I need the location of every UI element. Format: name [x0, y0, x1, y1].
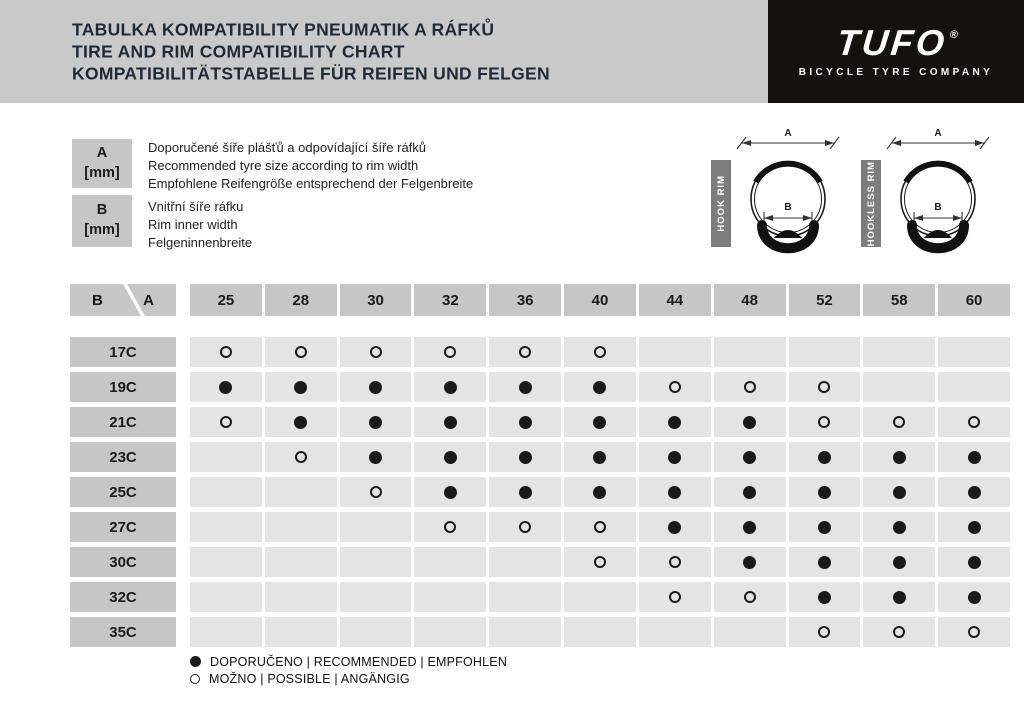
cell-25C-58 [863, 477, 935, 507]
possible-dot-icon [370, 486, 382, 498]
possible-dot-icon [818, 626, 830, 638]
table-row-17C [70, 337, 1010, 367]
cell-27C-25 [190, 512, 262, 542]
cell-23C-52 [789, 442, 861, 472]
cell-21C-60 [938, 407, 1010, 437]
possible-dot-icon [594, 556, 606, 568]
column-header-32: 32 [414, 284, 486, 316]
legend-possible-row [190, 670, 507, 687]
legend-possible-label: MOŽNO | POSSIBLE | ANGÄNGIG [209, 671, 410, 686]
cell-23C-48 [714, 442, 786, 472]
cell-23C-32 [414, 442, 486, 472]
cell-25C-44 [639, 477, 711, 507]
cell-17C-44 [639, 337, 711, 367]
recommended-dot-icon [294, 416, 307, 429]
possible-dot-icon [295, 346, 307, 358]
cell-23C-40 [564, 442, 636, 472]
recommended-dot-icon [818, 591, 831, 604]
recommended-dot-icon [668, 486, 681, 499]
cell-21C-52 [789, 407, 861, 437]
recommended-dot-icon [743, 521, 756, 534]
recommended-dot-icon [519, 451, 532, 464]
recommended-dot-icon [593, 451, 606, 464]
row-label-17C: 17C [70, 337, 176, 367]
cell-17C-30 [340, 337, 412, 367]
cell-32C-28 [265, 582, 337, 612]
cell-32C-52 [789, 582, 861, 612]
recommended-dot-icon [668, 521, 681, 534]
cell-32C-48 [714, 582, 786, 612]
recommended-dot-icon [668, 416, 681, 429]
cell-27C-32 [414, 512, 486, 542]
possible-dot-icon [744, 381, 756, 393]
recommended-dot-icon [369, 451, 382, 464]
cell-21C-40 [564, 407, 636, 437]
row-label-21C: 21C [70, 407, 176, 437]
column-header-40: 40 [564, 284, 636, 316]
cell-25C-30 [340, 477, 412, 507]
row-label-25C: 25C [70, 477, 176, 507]
recommended-dot-icon [818, 556, 831, 569]
cell-17C-52 [789, 337, 861, 367]
recommended-dot-icon [968, 556, 981, 569]
size-a-desc-en: Recommended tyre size according to rim width [148, 158, 419, 174]
recommended-dot-icon [968, 521, 981, 534]
corner-col-axis-label: A [143, 291, 154, 309]
size-b-desc-cz: Vnitřní šíře ráfku [148, 199, 244, 214]
possible-dot-icon [444, 521, 456, 533]
cell-35C-60 [938, 617, 1010, 647]
possible-dot-icon [220, 346, 232, 358]
table-row-30C [70, 547, 1010, 577]
hookless-dim-a-label: A [934, 128, 942, 139]
possible-dot-icon [594, 346, 606, 358]
cell-23C-44 [639, 442, 711, 472]
cell-17C-48 [714, 337, 786, 367]
hook-rim-diagram [733, 126, 843, 260]
cell-23C-25 [190, 442, 262, 472]
cell-32C-60 [938, 582, 1010, 612]
recommended-dot-icon [444, 416, 457, 429]
cell-25C-25 [190, 477, 262, 507]
logo-box [768, 0, 1024, 103]
logo-tagline: BICYCLE TYRE COMPANY [798, 67, 994, 78]
cell-17C-36 [489, 337, 561, 367]
recommended-dot-icon [593, 381, 606, 394]
recommended-dot-icon [743, 556, 756, 569]
size-b-desc-de: Felgeninnenbreite [148, 235, 253, 251]
corner-cell [70, 284, 176, 316]
possible-dot-icon [370, 346, 382, 358]
column-header-48: 48 [714, 284, 786, 316]
possible-dot-icon [669, 381, 681, 393]
size-a-unit: [mm] [84, 164, 120, 181]
recommended-dot-icon [968, 486, 981, 499]
cell-30C-48 [714, 547, 786, 577]
cell-23C-30 [340, 442, 412, 472]
size-b-description [148, 198, 252, 253]
possible-dot-icon [190, 674, 200, 684]
cell-19C-30 [340, 372, 412, 402]
cell-30C-44 [639, 547, 711, 577]
size-a-box [72, 139, 132, 188]
row-label-19C: 19C [70, 372, 176, 402]
header-band [0, 0, 1024, 103]
size-a-desc-de: Empfohlene Reifengröße entsprechend der Felgenbreite [148, 176, 474, 192]
cell-21C-25 [190, 407, 262, 437]
hook-rim-label: HOOK RIM [715, 175, 727, 232]
cell-23C-60 [938, 442, 1010, 472]
hook-dim-b-label: B [784, 202, 792, 213]
possible-dot-icon [968, 626, 980, 638]
cell-30C-40 [564, 547, 636, 577]
cell-25C-32 [414, 477, 486, 507]
cell-30C-36 [489, 547, 561, 577]
table-row-27C [70, 512, 1010, 542]
table-header-row [70, 284, 1010, 316]
size-a-symbol: A [96, 144, 108, 161]
recommended-dot-icon [893, 591, 906, 604]
cell-35C-44 [639, 617, 711, 647]
row-label-27C: 27C [70, 512, 176, 542]
cell-27C-28 [265, 512, 337, 542]
cell-17C-58 [863, 337, 935, 367]
recommended-dot-icon [743, 486, 756, 499]
cell-27C-30 [340, 512, 412, 542]
corner-row-axis-label: B [92, 291, 103, 309]
cell-35C-40 [564, 617, 636, 647]
cell-21C-28 [265, 407, 337, 437]
table-body [70, 337, 1010, 647]
cell-30C-25 [190, 547, 262, 577]
cell-21C-32 [414, 407, 486, 437]
table-row-21C [70, 407, 1010, 437]
possible-dot-icon [893, 416, 905, 428]
registered-mark: ® [949, 29, 959, 41]
cell-19C-44 [639, 372, 711, 402]
possible-dot-icon [519, 521, 531, 533]
possible-dot-icon [818, 381, 830, 393]
cell-32C-30 [340, 582, 412, 612]
cell-30C-30 [340, 547, 412, 577]
possible-dot-icon [594, 521, 606, 533]
recommended-dot-icon [818, 521, 831, 534]
recommended-dot-icon [190, 656, 201, 667]
cell-27C-48 [714, 512, 786, 542]
column-header-28: 28 [265, 284, 337, 316]
cell-19C-48 [714, 372, 786, 402]
table-row-25C [70, 477, 1010, 507]
cell-32C-36 [489, 582, 561, 612]
cell-21C-48 [714, 407, 786, 437]
compatibility-table [70, 284, 1010, 652]
brand-name: TUFO [834, 22, 950, 63]
hook-dim-a-label: A [784, 128, 792, 139]
size-a-description [148, 139, 473, 194]
legend-recommended-row [190, 653, 507, 670]
cell-19C-25 [190, 372, 262, 402]
column-header-36: 36 [489, 284, 561, 316]
recommended-dot-icon [893, 486, 906, 499]
recommended-dot-icon [668, 451, 681, 464]
cell-19C-32 [414, 372, 486, 402]
size-b-unit: [mm] [84, 222, 120, 238]
recommended-dot-icon [369, 416, 382, 429]
cell-35C-32 [414, 617, 486, 647]
cell-32C-44 [639, 582, 711, 612]
cell-32C-32 [414, 582, 486, 612]
cell-23C-58 [863, 442, 935, 472]
recommended-dot-icon [968, 451, 981, 464]
cell-17C-28 [265, 337, 337, 367]
possible-dot-icon [744, 591, 756, 603]
hook-rim-label-bar [711, 160, 731, 247]
footer-legend [190, 653, 507, 687]
cell-25C-36 [489, 477, 561, 507]
possible-dot-icon [444, 346, 456, 358]
recommended-dot-icon [593, 486, 606, 499]
recommended-dot-icon [444, 451, 457, 464]
recommended-dot-icon [893, 521, 906, 534]
size-a-desc-cz: Doporučené šíře plášťů a odpovídající šíře ráfků [148, 140, 427, 155]
possible-dot-icon [519, 346, 531, 358]
tufo-logo [834, 22, 959, 63]
recommended-dot-icon [519, 381, 532, 394]
cell-17C-25 [190, 337, 262, 367]
recommended-dot-icon [893, 451, 906, 464]
recommended-dot-icon [743, 451, 756, 464]
row-label-32C: 32C [70, 582, 176, 612]
cell-19C-60 [938, 372, 1010, 402]
cell-35C-25 [190, 617, 262, 647]
possible-dot-icon [893, 626, 905, 638]
column-header-60: 60 [938, 284, 1010, 316]
cell-19C-40 [564, 372, 636, 402]
size-b-desc-en: Rim inner width [148, 217, 238, 233]
hookless-rim-label-bar [861, 160, 881, 247]
cell-27C-40 [564, 512, 636, 542]
possible-dot-icon [295, 451, 307, 463]
recommended-dot-icon [818, 486, 831, 499]
cell-19C-36 [489, 372, 561, 402]
cell-19C-58 [863, 372, 935, 402]
recommended-dot-icon [294, 381, 307, 394]
recommended-dot-icon [369, 381, 382, 394]
cell-35C-28 [265, 617, 337, 647]
recommended-dot-icon [743, 416, 756, 429]
size-b-box [72, 195, 132, 247]
cell-25C-60 [938, 477, 1010, 507]
cell-17C-32 [414, 337, 486, 367]
recommended-dot-icon [593, 416, 606, 429]
possible-dot-icon [220, 416, 232, 428]
legend-recommended-label: DOPORUČENO | RECOMMENDED | EMPFOHLEN [210, 654, 508, 669]
recommended-dot-icon [444, 381, 457, 394]
column-header-30: 30 [340, 284, 412, 316]
cell-35C-30 [340, 617, 412, 647]
page-title-line-cz: TABULKA KOMPATIBILITY PNEUMATIK A RÁFKŮ [72, 18, 495, 39]
size-b-symbol: B [96, 202, 108, 219]
column-header-25: 25 [190, 284, 262, 316]
recommended-dot-icon [219, 381, 232, 394]
possible-dot-icon [669, 591, 681, 603]
corner-diagonal [70, 284, 176, 316]
cell-25C-48 [714, 477, 786, 507]
recommended-dot-icon [818, 451, 831, 464]
cell-30C-58 [863, 547, 935, 577]
cell-27C-36 [489, 512, 561, 542]
cell-19C-28 [265, 372, 337, 402]
cell-32C-25 [190, 582, 262, 612]
cell-17C-60 [938, 337, 1010, 367]
cell-25C-28 [265, 477, 337, 507]
cell-35C-52 [789, 617, 861, 647]
cell-21C-44 [639, 407, 711, 437]
cell-35C-36 [489, 617, 561, 647]
cell-30C-32 [414, 547, 486, 577]
possible-dot-icon [968, 416, 980, 428]
column-header-52: 52 [789, 284, 861, 316]
cell-35C-48 [714, 617, 786, 647]
cell-32C-58 [863, 582, 935, 612]
possible-dot-icon [669, 556, 681, 568]
cell-30C-60 [938, 547, 1010, 577]
table-row-19C [70, 372, 1010, 402]
page-title-line-de: KOMPATIBILITÄTSTABELLE FÜR REIFEN UND FELGEN [72, 63, 550, 84]
cell-19C-52 [789, 372, 861, 402]
cell-23C-36 [489, 442, 561, 472]
cell-25C-52 [789, 477, 861, 507]
column-header-58: 58 [863, 284, 935, 316]
possible-dot-icon [818, 416, 830, 428]
cell-30C-52 [789, 547, 861, 577]
column-header-44: 44 [639, 284, 711, 316]
hookless-rim-label: HOOKLESS RIM [865, 160, 877, 247]
hookless-rim-diagram [883, 126, 993, 260]
cell-25C-40 [564, 477, 636, 507]
cell-30C-28 [265, 547, 337, 577]
row-label-35C: 35C [70, 617, 176, 647]
cell-32C-40 [564, 582, 636, 612]
cell-21C-30 [340, 407, 412, 437]
recommended-dot-icon [519, 416, 532, 429]
row-label-30C: 30C [70, 547, 176, 577]
cell-27C-44 [639, 512, 711, 542]
page-title [72, 18, 550, 85]
recommended-dot-icon [519, 486, 532, 499]
table-row-23C [70, 442, 1010, 472]
page-title-line-en: TIRE AND RIM COMPATIBILITY CHART [72, 41, 405, 62]
recommended-dot-icon [893, 556, 906, 569]
row-label-23C: 23C [70, 442, 176, 472]
cell-23C-28 [265, 442, 337, 472]
recommended-dot-icon [444, 486, 457, 499]
cell-21C-36 [489, 407, 561, 437]
cell-17C-40 [564, 337, 636, 367]
recommended-dot-icon [968, 591, 981, 604]
hookless-dim-b-label: B [934, 202, 942, 213]
cell-27C-52 [789, 512, 861, 542]
table-row-32C [70, 582, 1010, 612]
cell-27C-58 [863, 512, 935, 542]
cell-35C-58 [863, 617, 935, 647]
cell-21C-58 [863, 407, 935, 437]
cell-27C-60 [938, 512, 1010, 542]
table-row-35C [70, 617, 1010, 647]
